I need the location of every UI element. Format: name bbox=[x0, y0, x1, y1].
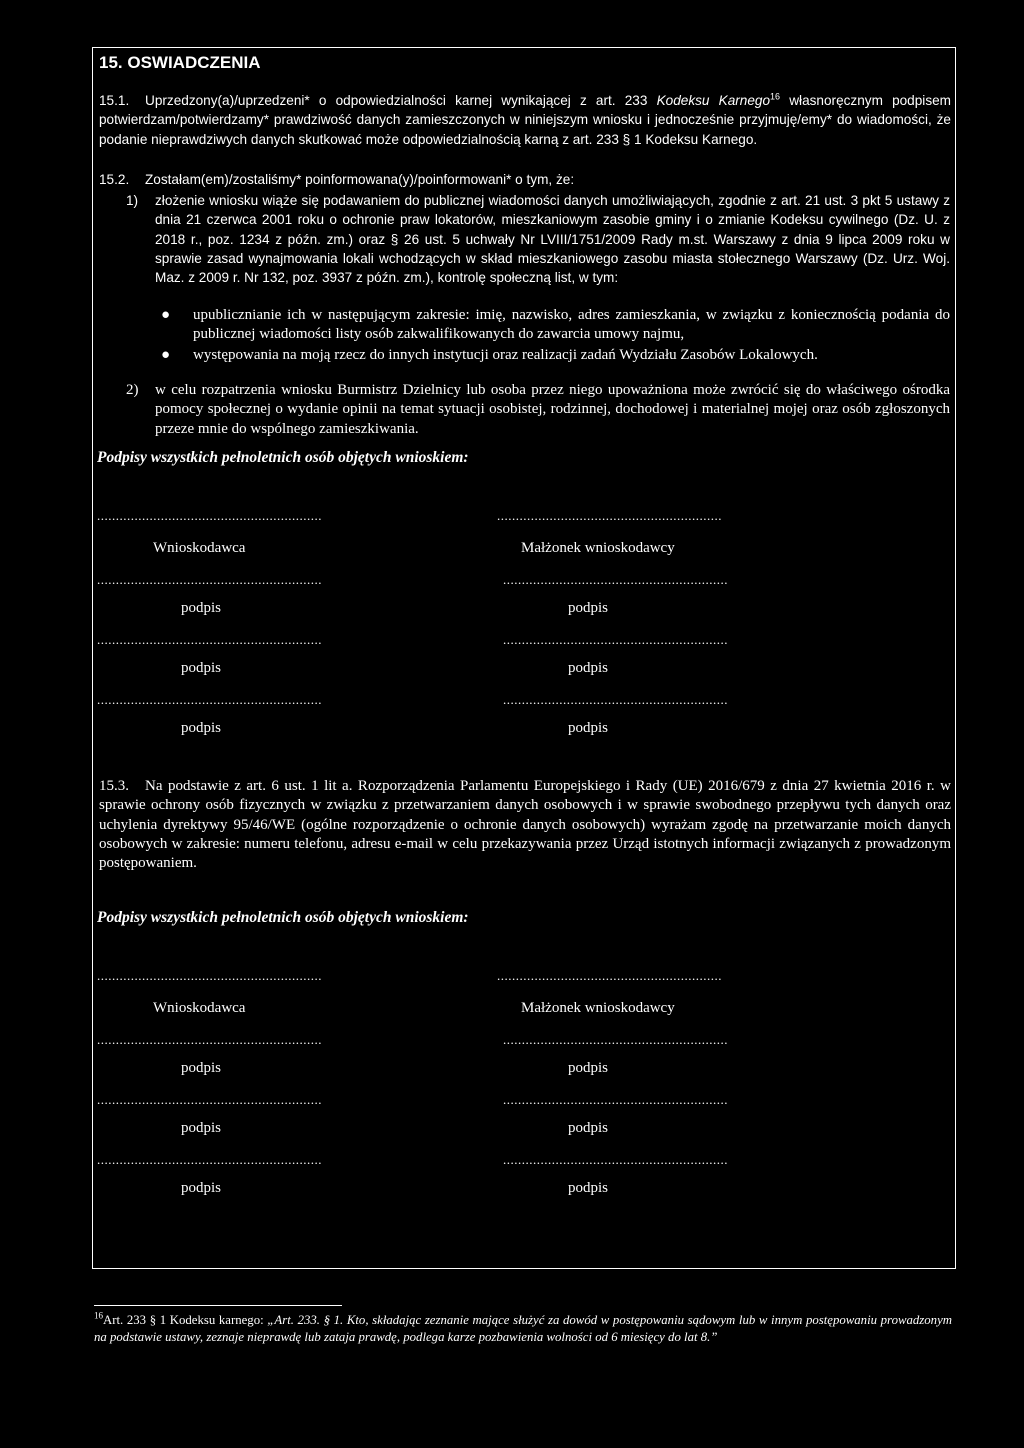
applicant-label: Wnioskodawca bbox=[153, 540, 246, 556]
footnote-separator bbox=[94, 1305, 342, 1306]
signature-label: podpis bbox=[181, 1060, 222, 1076]
signature-line: ............................................................ bbox=[97, 1032, 322, 1047]
paragraph-ref: Kodeksu Karnego bbox=[656, 93, 771, 108]
signature-label: podpis bbox=[181, 720, 222, 736]
paragraph-text-a: Uprzedzony(a)/uprzedzeni* o odpowiedzialności karnej wynikającej z art. 233 bbox=[145, 93, 657, 108]
signature-line: ............................................................ bbox=[97, 1092, 322, 1107]
signature-label: podpis bbox=[568, 1060, 609, 1076]
paragraph-text: Zostałam(em)/zostaliśmy* poinformowana(y)/poinformowani* o tym, że: bbox=[145, 172, 575, 187]
spouse-label: Małżonek wnioskodawcy bbox=[521, 540, 675, 556]
signatures-title: Podpisy wszystkich pełnoletnich osób objętych wnioskiem: bbox=[97, 909, 469, 926]
footnote-number: 16 bbox=[94, 1310, 103, 1321]
item-number-1: 1) bbox=[126, 193, 139, 208]
signature-line: ............................................................ bbox=[503, 572, 728, 587]
section-heading: 15. OSWIADCZENIA bbox=[99, 53, 261, 72]
paragraph-15-1 bbox=[99, 91, 951, 149]
bullet-icon: ● bbox=[161, 307, 171, 323]
bullet-icon: ● bbox=[161, 347, 171, 363]
signature-line: ............................................................ bbox=[97, 692, 322, 707]
signature-label: podpis bbox=[568, 1120, 609, 1136]
signature-line: ............................................................ bbox=[503, 632, 728, 647]
item-1-text: złożenie wniosku wiąże się podawaniem do publicznej wiadomości danych umożliwiających, zgodnie z art. 21 ust. 3 pkt 5 ustawy z dnia 21 czerwca 2001 roku o ochronie praw lokatorów, mieszkaniowym zasobie gminy i o zmianie Kodeksu cywilnego (Dz. U. z 2018 r., poz. 1234 z późn. zm.) oraz § 26 ust. 5 uchwały Nr LVIII/1751/2009 Rady m.st. Warszawy z dnia 9 lipca 2009 roku w sprawie zasad wynajmowania lokali wchodzących w skład mieszkaniowego zasobu miasta stołecznego Warszawy (Dz. Urz. Woj. Maz. z 2009 r. Nr 132, poz. 3937 z późn. zm.), kontrolę społeczną list, w tym: bbox=[155, 193, 950, 286]
footnote-text: Art. 233 § 1 Kodeksu karnego: bbox=[103, 1313, 268, 1327]
item-2-text: w celu rozpatrzenia wniosku Burmistrz Dzielnicy lub osoba przez niego upoważniona może zwrócić się do właściwego ośrodka pomocy społecznej o wydanie opinii na temat sytuacji osobistej, rodzinnej, dochodowej i materialnej mojej oraz osób zgłoszonych przeze mnie do wspólnego zamieszkiwania. bbox=[155, 382, 950, 437]
bullet-item-2: występowania na moją rzecz do innych instytucji oraz realizacji zadań Wydziału Zasobów Lokalowych. bbox=[193, 347, 818, 363]
paragraph-number: 15.2. bbox=[99, 172, 130, 187]
signature-label: podpis bbox=[568, 660, 609, 676]
signatures-title: Podpisy wszystkich pełnoletnich osób objętych wnioskiem: bbox=[97, 449, 469, 466]
signature-line: ............................................................ bbox=[97, 572, 322, 587]
signature-line: ............................................................ bbox=[497, 968, 722, 983]
signature-label: podpis bbox=[181, 1180, 222, 1196]
signature-line: ............................................................ bbox=[97, 632, 322, 647]
item-number-2: 2) bbox=[126, 382, 139, 398]
paragraph-15-3 bbox=[99, 777, 951, 873]
signature-line: ............................................................ bbox=[503, 1032, 728, 1047]
paragraph-15-2-intro bbox=[99, 170, 951, 189]
paragraph-number: 15.1. bbox=[99, 93, 130, 108]
spouse-label: Małżonek wnioskodawcy bbox=[521, 1000, 675, 1016]
signature-line: ............................................................ bbox=[97, 1152, 322, 1167]
signature-label: podpis bbox=[181, 1120, 222, 1136]
applicant-label: Wnioskodawca bbox=[153, 1000, 246, 1016]
footnote-quote: „Art. 233. § 1. Kto, składając zeznanie mające służyć za dowód w postępowaniu sądowym lub w innym postępowaniu prowadzonym na podstawie ustawy, zeznaje nieprawdę lub zataja prawdę, podlega karze pozbawienia wolności od 6 miesięcy do lat 8.” bbox=[94, 1313, 952, 1344]
signature-label: podpis bbox=[568, 720, 609, 736]
signature-line: ............................................................ bbox=[503, 692, 728, 707]
paragraph-text-b: własnoręcznym podpisem potwierdzam/potwierdzamy* prawdziwość danych zamieszczonych w niniejszym wniosku i jednocześnie przyjmuję/emy* do wiadomości, że podanie nieprawdziwych danych skutkować może odpowiedzialnością karną z art. 233 § 1 Kodeksu Karnego. bbox=[99, 93, 952, 147]
signature-line: ............................................................ bbox=[503, 1152, 728, 1167]
signature-label: podpis bbox=[181, 660, 222, 676]
paragraph-text: Na podstawie z art. 6 ust. 1 lit a. Rozporządzenia Parlamentu Europejskiego i Rady (UE) 2016/679 z dnia 27 kwietnia 2016 r. w sprawie ochrony osób fizycznych w związku z przetwarzaniem danych osobowych i w sprawie swobodnego przepływu tych danych oraz uchylenia dyrektywy 95/46/WE (ogólne rozporządzenie o ochronie danych osobowych) wyrażam zgodę na przetwarzanie moich danych osobowych w zakresie: numeru telefonu, adresu e-mail w celu przekazywania przez Urząd istotnych informacji związanych z prowadzonym postępowaniem. bbox=[99, 778, 951, 872]
signature-line: ............................................................ bbox=[497, 508, 722, 523]
signature-label: podpis bbox=[568, 1180, 609, 1196]
signature-line: ............................................................ bbox=[97, 968, 322, 983]
signature-line: ............................................................ bbox=[503, 1092, 728, 1107]
signature-label: podpis bbox=[568, 600, 609, 616]
paragraph-number: 15.3. bbox=[99, 778, 129, 794]
signature-line: ............................................................ bbox=[97, 508, 322, 523]
footnote-ref: 16 bbox=[770, 91, 781, 102]
footnote bbox=[94, 1312, 952, 1346]
bullet-item-1: upublicznianie ich w następującym zakresie: imię, nazwisko, adres zamieszkania, w związku z koniecznością podania do publicznej wiadomości listy osób zakwalifikowanych do zawarcia umowy najmu, bbox=[193, 307, 950, 343]
signature-label: podpis bbox=[181, 600, 222, 616]
